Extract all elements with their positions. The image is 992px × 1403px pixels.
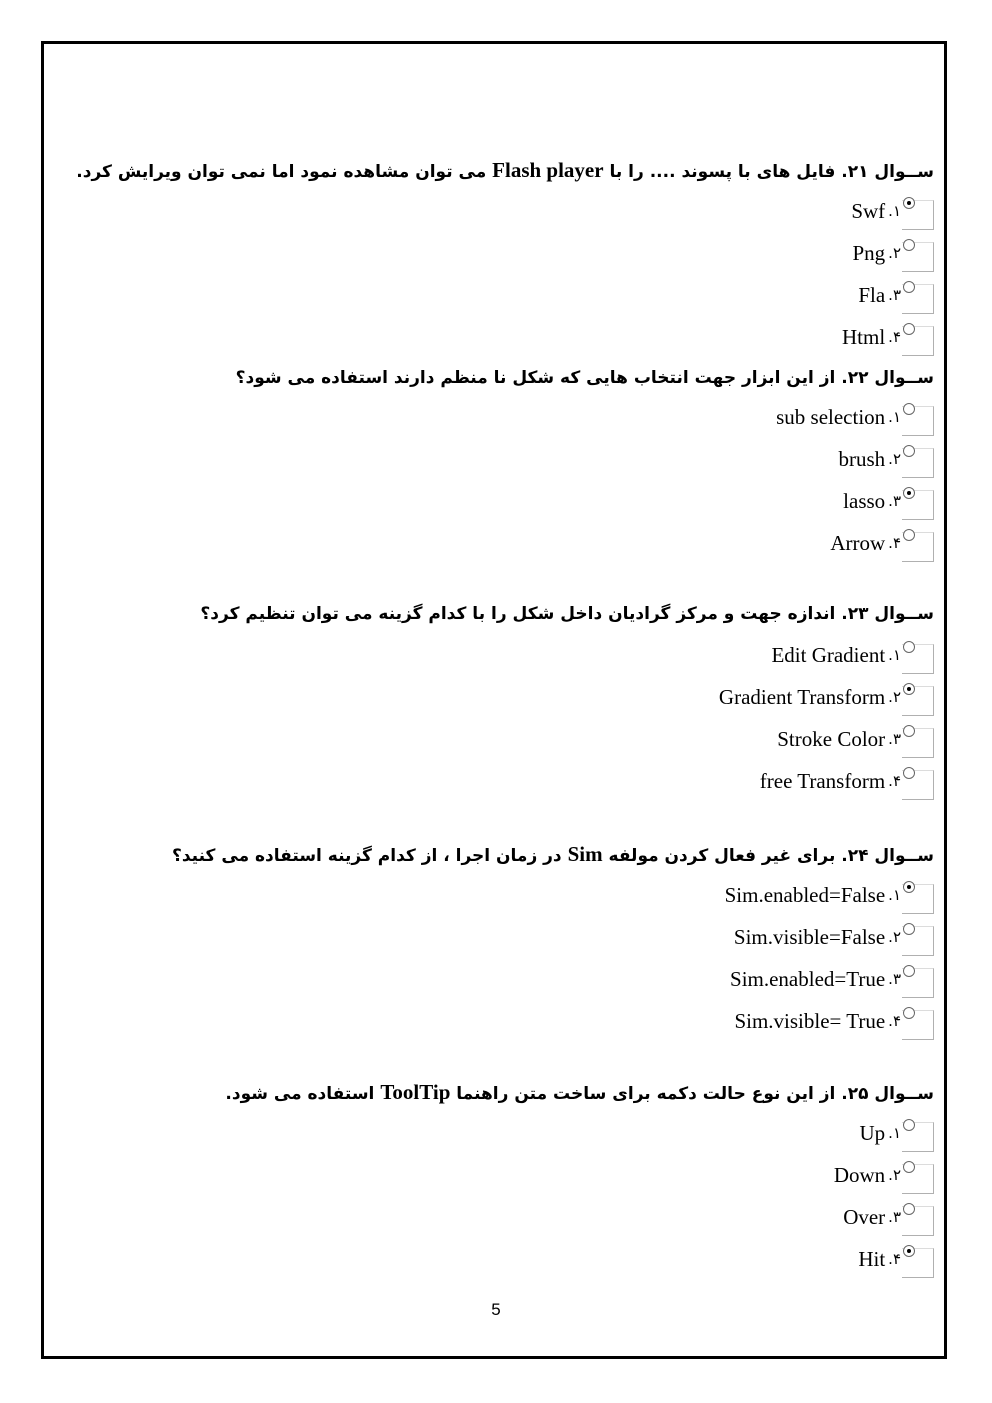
answer-option[interactable] [760, 764, 934, 798]
radio-box[interactable] [902, 448, 934, 478]
radio-unchecked-icon[interactable] [903, 445, 915, 457]
radio-unchecked-icon[interactable] [903, 1161, 915, 1173]
question-25 [225, 1080, 934, 1106]
radio-unchecked-icon[interactable] [903, 323, 915, 335]
question-21 [76, 158, 934, 184]
answer-option[interactable] [725, 878, 934, 912]
radio-checked-icon[interactable] [903, 683, 915, 695]
option-number: .۳ [888, 970, 901, 988]
option-number: .۱ [888, 202, 901, 220]
option-label: Hit [858, 1246, 886, 1271]
option-number: .۴ [888, 1250, 901, 1268]
radio-box[interactable] [902, 728, 934, 758]
radio-box[interactable] [902, 968, 934, 998]
option-number: .۲ [888, 688, 901, 706]
answer-option[interactable] [843, 484, 934, 518]
radio-box[interactable] [902, 1010, 934, 1040]
radio-unchecked-icon[interactable] [903, 1203, 915, 1215]
option-label: Edit Gradient [771, 642, 886, 667]
radio-unchecked-icon[interactable] [903, 529, 915, 541]
radio-checked-icon[interactable] [903, 1245, 915, 1257]
answer-option[interactable] [858, 278, 934, 312]
answer-option[interactable] [858, 1242, 934, 1276]
question-text-end: می توان مشاهده نمود اما نمی توان ویرایش کرد. [76, 162, 493, 182]
radio-checked-icon[interactable] [903, 487, 915, 499]
radio-box[interactable] [902, 242, 934, 272]
option-number: .۳ [888, 730, 901, 748]
question-term: Flash player [492, 158, 604, 182]
option-number: .۲ [888, 450, 901, 468]
radio-box[interactable] [902, 1122, 934, 1152]
option-label: Sim.enabled=True [730, 966, 886, 991]
option-label: Arrow [830, 530, 886, 555]
radio-checked-icon[interactable] [903, 881, 915, 893]
radio-box[interactable] [902, 200, 934, 230]
option-label: Down [833, 1162, 886, 1187]
answer-option[interactable] [776, 400, 934, 434]
question-text: ســوال ۲۲. از این ابزار جهت انتخاب هایی که شکل نا منظم دارند استفاده می شود؟ [235, 368, 934, 388]
answer-option[interactable] [851, 194, 934, 228]
option-number: .۴ [888, 534, 901, 552]
question-text-end: در زمان اجرا ، از کدام گزینه استفاده می کنید؟ [172, 846, 568, 866]
option-number: .۳ [888, 1208, 901, 1226]
question-23 [200, 602, 934, 626]
option-label: Gradient Transform [718, 684, 886, 709]
radio-box[interactable] [902, 1248, 934, 1278]
radio-box[interactable] [902, 884, 934, 914]
option-label: Swf [851, 198, 886, 223]
radio-box[interactable] [902, 926, 934, 956]
radio-box[interactable] [902, 490, 934, 520]
question-text-end: استفاده می شود. [225, 1084, 381, 1104]
option-label: Sim.visible=False [733, 924, 886, 949]
answer-option[interactable] [834, 1158, 934, 1192]
radio-box[interactable] [902, 406, 934, 436]
option-label: lasso [843, 488, 886, 513]
answer-option[interactable] [860, 1116, 935, 1150]
answer-option[interactable] [842, 320, 934, 354]
option-number: .۳ [888, 492, 901, 510]
option-number: .۱ [888, 886, 901, 904]
radio-box[interactable] [902, 1164, 934, 1194]
option-number: .۲ [888, 928, 901, 946]
radio-box[interactable] [902, 532, 934, 562]
option-number: .۲ [888, 244, 901, 262]
answer-option[interactable] [734, 920, 934, 954]
radio-unchecked-icon[interactable] [903, 403, 915, 415]
radio-checked-icon[interactable] [903, 197, 915, 209]
option-label: Stroke Color [777, 726, 886, 751]
radio-unchecked-icon[interactable] [903, 239, 915, 251]
question-22 [236, 366, 934, 390]
option-label: Up [859, 1120, 886, 1145]
radio-box[interactable] [902, 644, 934, 674]
question-term: Sim [567, 842, 603, 866]
option-number: .۴ [888, 328, 901, 346]
radio-unchecked-icon[interactable] [903, 281, 915, 293]
answer-option[interactable] [719, 680, 934, 714]
option-label: Over [843, 1204, 886, 1229]
radio-box[interactable] [902, 284, 934, 314]
question-24 [172, 842, 934, 868]
answer-option[interactable] [730, 962, 934, 996]
question-text: ســوال ۲۳. اندازه جهت و مرکز گرادیان داخل شکل را با کدام گزینه می توان تنظیم کرد؟ [200, 604, 934, 624]
option-number: .۲ [888, 1166, 901, 1184]
radio-unchecked-icon[interactable] [903, 1007, 915, 1019]
option-label: Png [852, 240, 886, 265]
page-number: 5 [491, 1300, 501, 1319]
radio-box[interactable] [902, 326, 934, 356]
answer-option[interactable] [830, 526, 934, 560]
option-label: Fla [858, 282, 886, 307]
answer-option[interactable] [771, 638, 934, 672]
question-text: ســوال ۲۵. از این نوع حالت دکمه برای ساخت متن راهنما [450, 1084, 934, 1104]
radio-unchecked-icon[interactable] [903, 725, 915, 737]
question-term: ToolTip [380, 1080, 451, 1104]
answer-option[interactable] [839, 442, 935, 476]
option-label: Sim.enabled=False [724, 882, 886, 907]
option-label: brush [838, 446, 886, 471]
answer-option[interactable] [777, 722, 934, 756]
option-number: .۱ [888, 408, 901, 426]
option-label: Sim.visible= True [734, 1008, 886, 1033]
option-label: free Transform [759, 768, 886, 793]
radio-box[interactable] [902, 770, 934, 800]
option-number: .۳ [888, 286, 901, 304]
radio-unchecked-icon[interactable] [903, 641, 915, 653]
option-number: .۱ [888, 1124, 901, 1142]
radio-box[interactable] [902, 686, 934, 716]
answer-option[interactable] [843, 1200, 934, 1234]
question-text: ســوال ۲۴. برای غیر فعال کردن مولفه [602, 846, 934, 866]
question-text: ســوال ۲۱. فایل های با پسوند .... را با [603, 162, 934, 182]
answer-option[interactable] [852, 236, 934, 270]
option-label: Html [842, 324, 886, 349]
option-label: sub selection [776, 404, 886, 429]
radio-unchecked-icon[interactable] [903, 965, 915, 977]
option-number: .۴ [888, 1012, 901, 1030]
radio-unchecked-icon[interactable] [903, 1119, 915, 1131]
radio-unchecked-icon[interactable] [903, 923, 915, 935]
radio-unchecked-icon[interactable] [903, 767, 915, 779]
option-number: .۴ [888, 772, 901, 790]
radio-box[interactable] [902, 1206, 934, 1236]
answer-option[interactable] [734, 1004, 934, 1038]
option-number: .۱ [888, 646, 901, 664]
